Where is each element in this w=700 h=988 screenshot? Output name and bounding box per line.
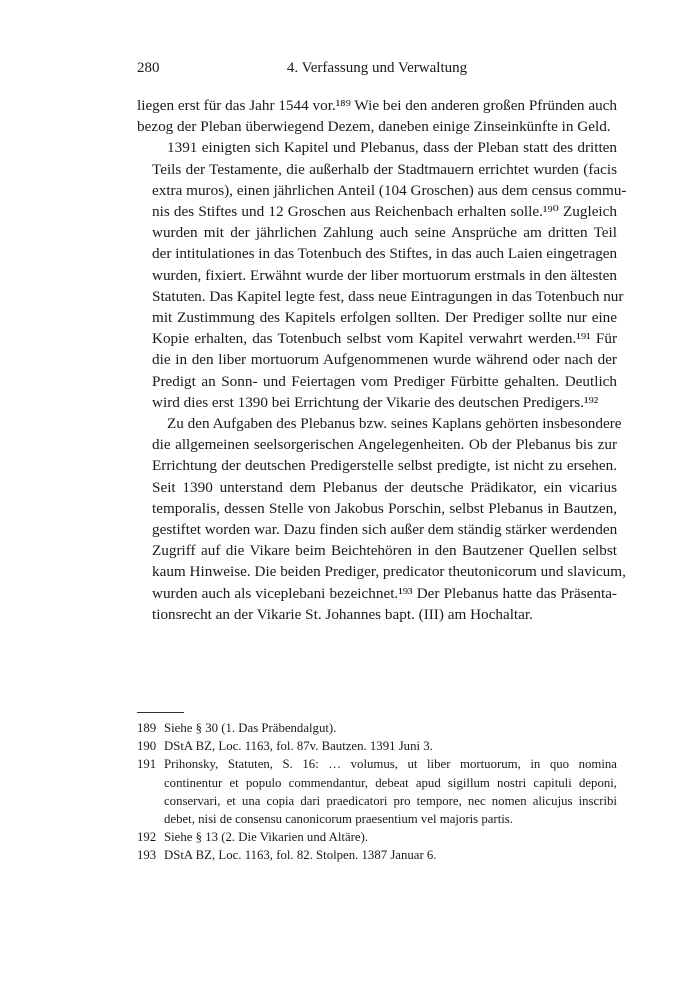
text-line: Teils der Testamente, die außerhalb der Stadtmauern errichtet wurden (facis: [152, 160, 617, 178]
text-line: Zugriff auf die Vikare beim Beichtehören in den Bautzener Quellen selbst: [152, 542, 617, 560]
text-line: gestiftet worden war. Dazu finden sich außer dem ständig stärker werdenden: [152, 521, 618, 539]
text-line: wurden, fixiert. Erwähnt wurde der liber mortuorum erstmals in den ältesten: [152, 266, 617, 284]
text-line: wurden auch als viceplebani bezeichnet.¹⁹³ Der Plebanus hatte das Präsenta-: [152, 584, 617, 602]
text-line: Kopie erhalten, das Totenbuch selbst vom Kapitel verwahrt werden.¹⁹¹ Für: [152, 330, 617, 348]
footnotes: [137, 719, 617, 865]
text-line: Predigt an Sonn- und Feiertagen vom Prediger Fürbitte gehalten. Deutlich: [152, 372, 617, 390]
footnote: [137, 846, 617, 864]
page-number: 280: [137, 60, 160, 76]
text-line: bezog der Pleban überwiegend Dezem, daneben einige Zinseinkünfte in Geld.: [137, 118, 611, 136]
text-line: Zu den Aufgaben des Plebanus bzw. seines Kaplans gehörten insbesondere: [167, 415, 622, 433]
footnote-number: 193: [137, 848, 157, 863]
footnote-number: 191: [137, 757, 157, 772]
text-line: Errichtung der deutschen Predigerstelle selbst predigte, ist nicht zu ersehen.: [152, 457, 617, 475]
footnote-text: debet, nisi de consensu canonicorum praesentium vel majoris partis.: [164, 812, 513, 827]
footnote-text: Prihonsky, Statuten, S. 16: … volumus, ut liber mortuorum, in quo nomina: [164, 757, 617, 772]
text-line: Statuten. Das Kapitel legte fest, dass neue Eintragungen in das Totenbuch nur: [152, 287, 624, 305]
text-line: temporalis, dessen Stelle von Jakobus Porschin, selbst Plebanus in Bautzen,: [152, 499, 617, 517]
text-line: die in den liber mortuorum Aufgenommenen wurde während oder nach der: [152, 351, 617, 369]
text-line: wird dies erst 1390 bei Errichtung der Vikarie des deutschen Predigers.¹⁹²: [152, 393, 599, 411]
text-line: extra muros), einen jährlichen Anteil (104 Groschen) aus dem census commu-: [152, 181, 627, 199]
text-line: 1391 einigten sich Kapitel und Plebanus, dass der Pleban statt des dritten: [167, 139, 617, 157]
footnote-number: 189: [137, 721, 157, 735]
running-header: [137, 60, 617, 82]
footnote: [137, 828, 617, 846]
footnote-text: Siehe § 13 (2. Die Vikarien und Altäre).: [164, 830, 369, 845]
text-line: wurden mit der jährlichen Zahlung auch seine Ansprüche am dritten Teil: [152, 224, 617, 242]
text-line: der intitulationes in das Totenbuch des Stiftes, in das auch Laien eingetragen: [152, 245, 618, 263]
footnote: [137, 719, 617, 737]
body-text: [137, 95, 627, 625]
text-line: tionsrecht an der Vikarie St. Johannes bapt. (III) am Hochaltar.: [152, 605, 533, 623]
text-line: nis des Stiftes und 12 Groschen aus Reichenbach erhalten solle.¹⁹⁰ Zugleich: [152, 203, 617, 221]
text-line: Seit 1390 unterstand dem Plebanus der deutsche Prädikator, ein vicarius: [152, 478, 617, 496]
text-line: mit Zustimmung des Kapitels erfolgen sollten. Der Prediger sollte nur eine: [152, 309, 617, 327]
footnote-text: Siehe § 30 (1. Das Präbendalgut).: [164, 721, 337, 735]
paragraph: [137, 413, 626, 625]
footnote-number: 192: [137, 830, 157, 845]
text-line: die allgemeinen seelsorgerischen Angelegenheiten. Ob der Plebanus bis zur: [152, 436, 617, 454]
text-line: kaum Hinweise. Die beiden Prediger, predicator theutonicorum und slavicum,: [152, 563, 626, 581]
text-line: liegen erst für das Jahr 1544 vor.¹⁸⁹ Wie bei den anderen großen Pfründen auch: [137, 97, 617, 114]
paragraph: [137, 95, 617, 137]
footnote-number: 190: [137, 739, 157, 754]
footnote: [137, 737, 617, 755]
footnote-text: DStA BZ, Loc. 1163, fol. 82. Stolpen. 1387 Januar 6.: [164, 848, 437, 863]
footnote-text: conservari, et una copia dari praedicatori pro tempore, nec nomen alicujus inscribi: [164, 793, 617, 808]
running-title: 4. Verfassung und Verwaltung: [286, 60, 468, 76]
paragraph: [137, 137, 627, 413]
footnote-text: DStA BZ, Loc. 1163, fol. 87v. Bautzen. 1391 Juni 3.: [164, 739, 433, 754]
footnote-text: continentur et populo commendantur, debeat apud sigillum nostri capituli deponi,: [164, 775, 617, 790]
footnote-separator: [137, 712, 184, 713]
footnote: [137, 755, 617, 828]
